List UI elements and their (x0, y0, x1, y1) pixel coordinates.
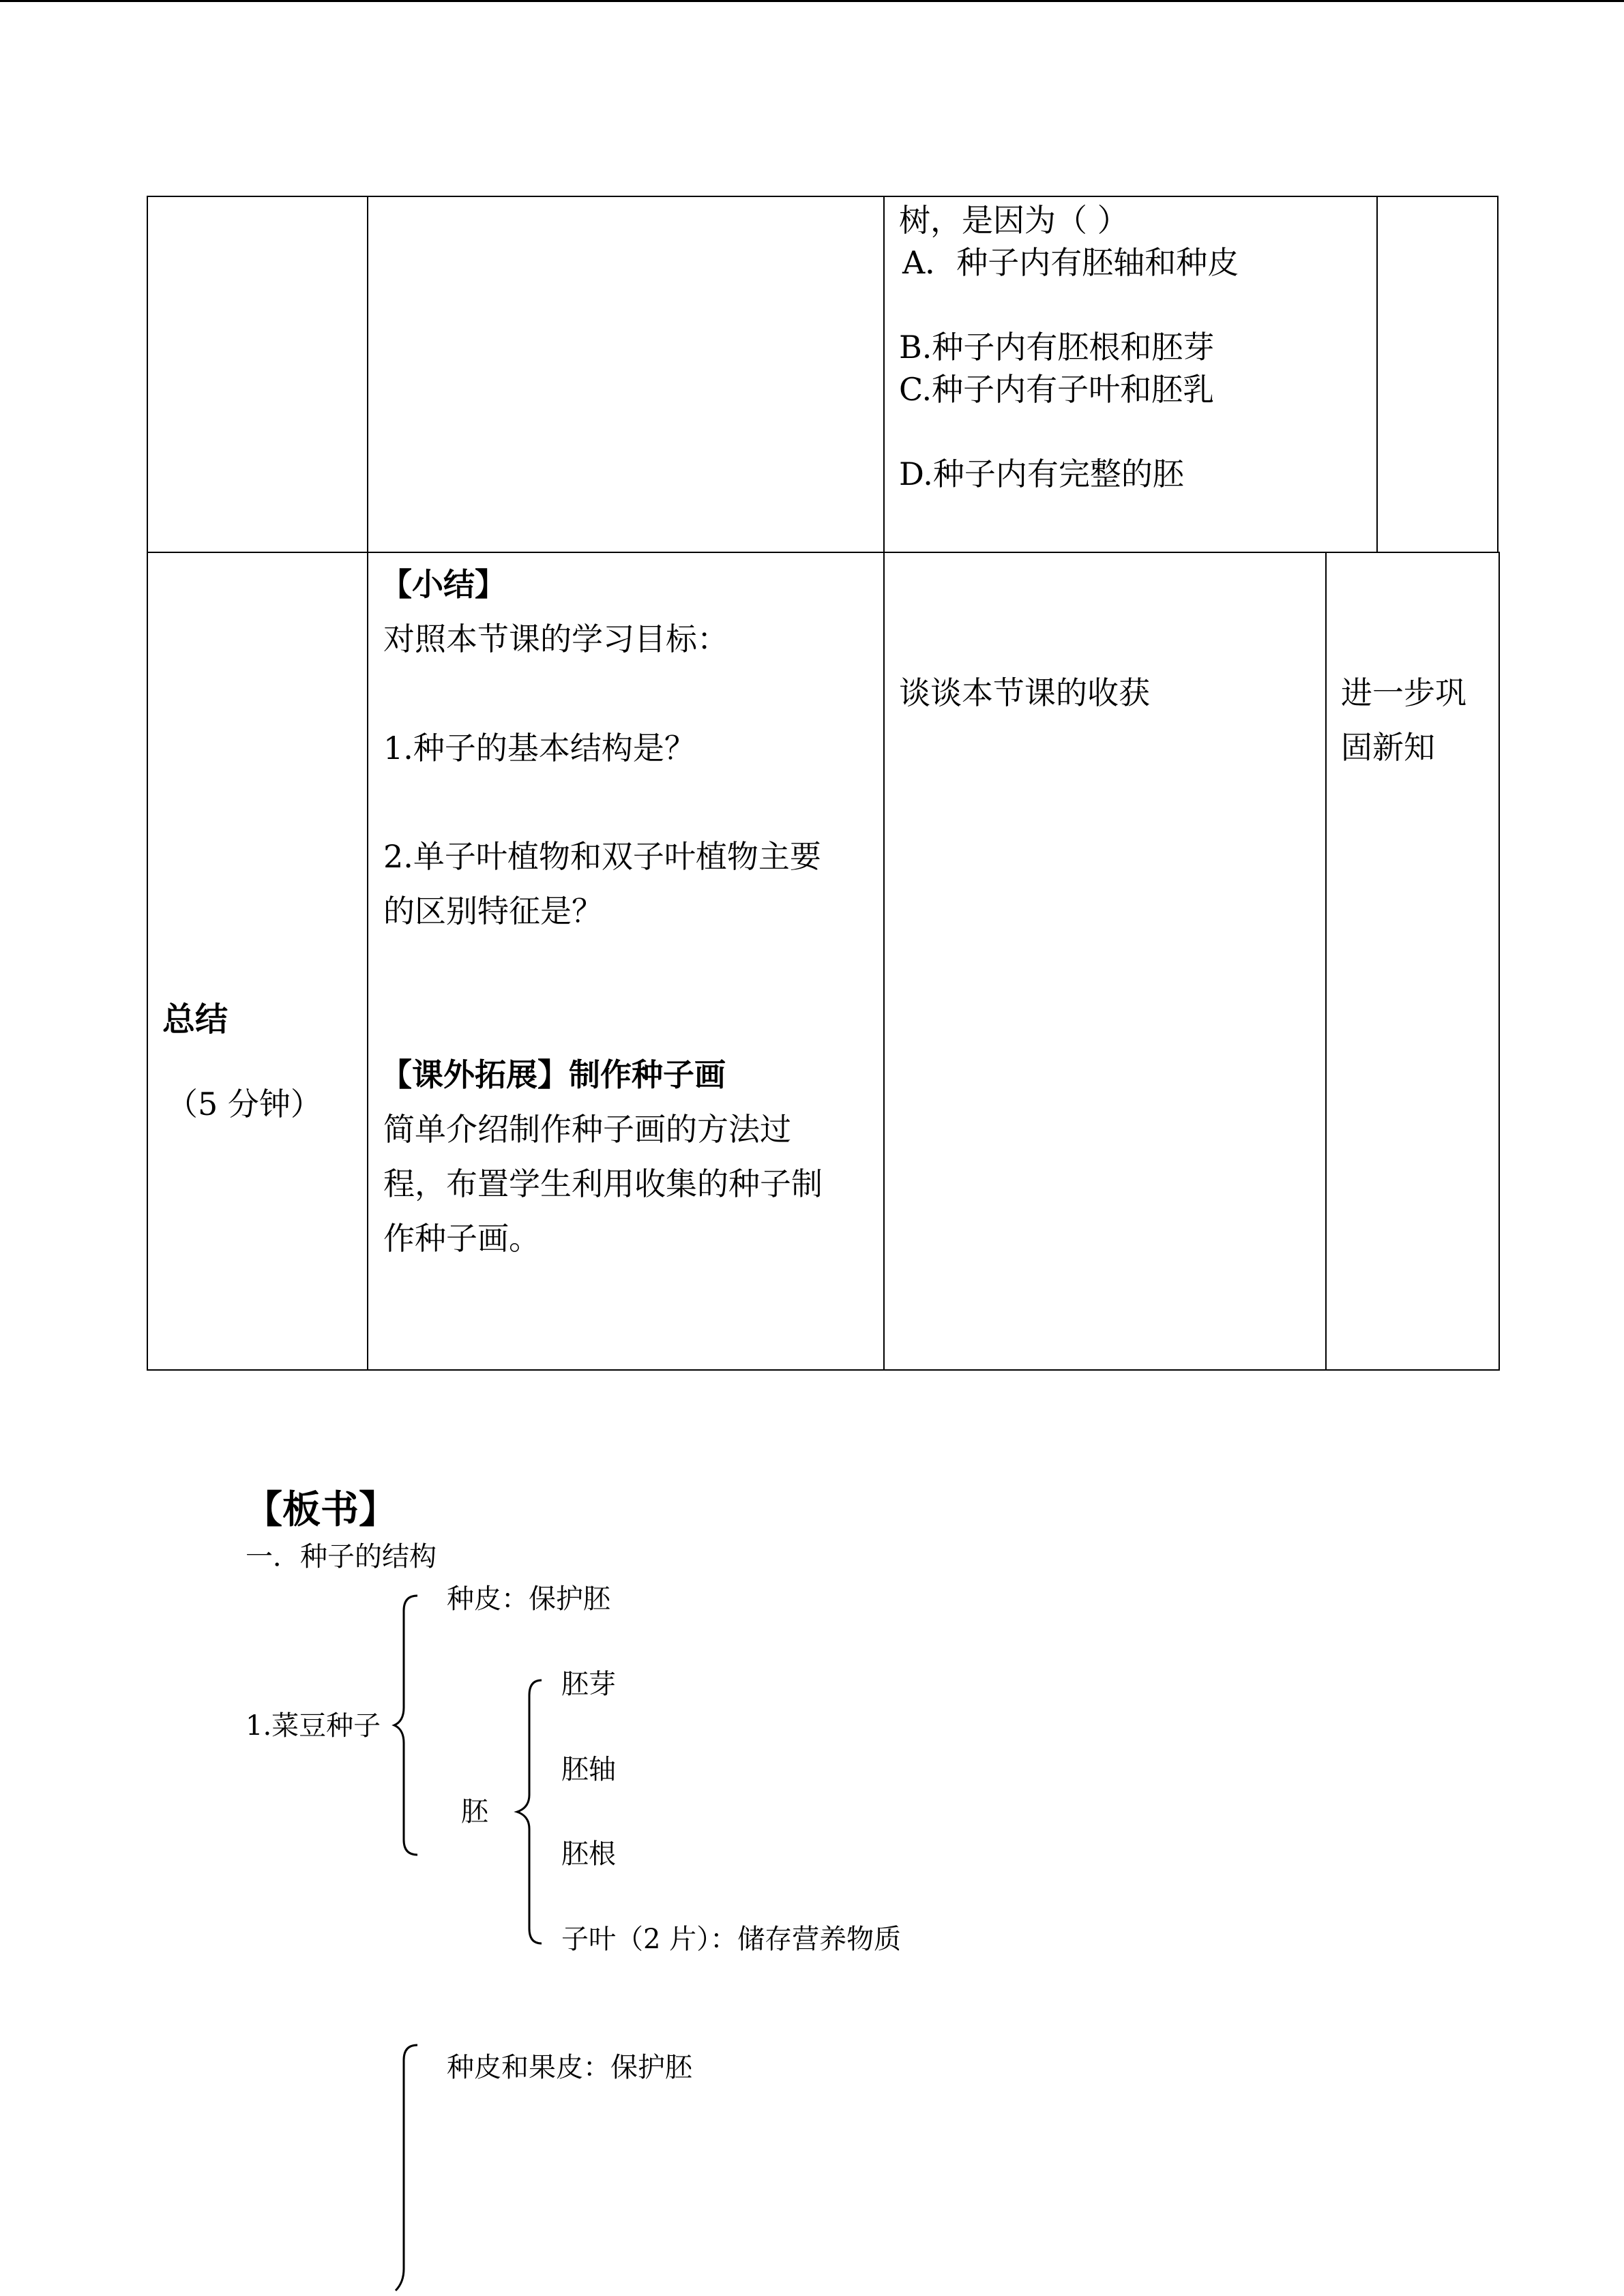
seed-coat-and-pericarp-item: 种皮和果皮：保护胚 (447, 2052, 692, 2083)
table1-divider-2 (883, 196, 885, 553)
extension-line-2: 程，布置学生利用收集的种子制 (383, 1165, 823, 1202)
table2-top-border (147, 552, 1500, 553)
purpose-line-1: 进一步巩 (1341, 674, 1466, 711)
summary-heading: 【小结】 (381, 566, 506, 603)
table1-divider-3 (1376, 196, 1378, 552)
table2-bottom-border (147, 1369, 1500, 1371)
option-b: B.种子内有胚根和胚芽 (899, 329, 1215, 366)
extension-heading: 【课外拓展】制作种子画 (381, 1056, 726, 1093)
radicle-item: 胚根 (561, 1838, 616, 1870)
table1-divider-1 (367, 196, 368, 553)
hypocotyl-item: 胚轴 (561, 1754, 616, 1785)
option-a: A．种子内有胚轴和种皮 (902, 244, 1239, 281)
page-top-border (0, 0, 1624, 2)
brace-embryo (514, 1679, 544, 1945)
summary-line-4: 的区别特征是？ (383, 893, 603, 929)
section-seed-structure: 一．种子的结构 (246, 1541, 437, 1572)
table1-top-border (147, 196, 1498, 197)
purpose-line-2: 固新知 (1341, 729, 1435, 766)
board-title: 【板书】 (244, 1488, 397, 1532)
cotyledon-item: 子叶（2 片）：储存营养物质 (561, 1924, 902, 1955)
table2-divider-1 (367, 552, 368, 1371)
embryo-label: 胚 (461, 1796, 488, 1828)
plumule-item: 胚芽 (561, 1669, 616, 1700)
option-d: D.种子内有完整的胚 (899, 456, 1184, 492)
summary-line-1: 对照本节课的学习目标： (383, 621, 728, 657)
extension-line-3: 作种子画。 (383, 1220, 540, 1257)
summary-line-2: 1.种子的基本结构是？ (383, 730, 696, 766)
table2-divider-3 (1325, 552, 1327, 1371)
seed-coat-item: 种皮：保护胚 (447, 1583, 610, 1615)
student-activity: 谈谈本节课的收获 (899, 674, 1150, 711)
table2-divider-2 (883, 552, 885, 1371)
bean-seed-label: 1.菜豆种子 (246, 1710, 381, 1742)
option-c: C.种子内有子叶和胚乳 (899, 371, 1215, 408)
question-tail: 树，是因为（ ） (899, 202, 1129, 239)
table2-left-border (147, 552, 148, 1371)
table1-right-border (1497, 196, 1498, 553)
extension-line-1: 简单介绍制作种子画的方法过 (383, 1111, 791, 1148)
brace-bean-seed (393, 1594, 420, 1856)
stage-title: 总结 (162, 1000, 228, 1039)
brace-next-seed (393, 2044, 420, 2296)
table2-right-border (1498, 552, 1500, 1371)
stage-time: （5 分钟） (166, 1086, 322, 1122)
summary-line-3: 2.单子叶植物和双子叶植物主要 (383, 838, 821, 875)
table1-left-border (147, 196, 148, 553)
